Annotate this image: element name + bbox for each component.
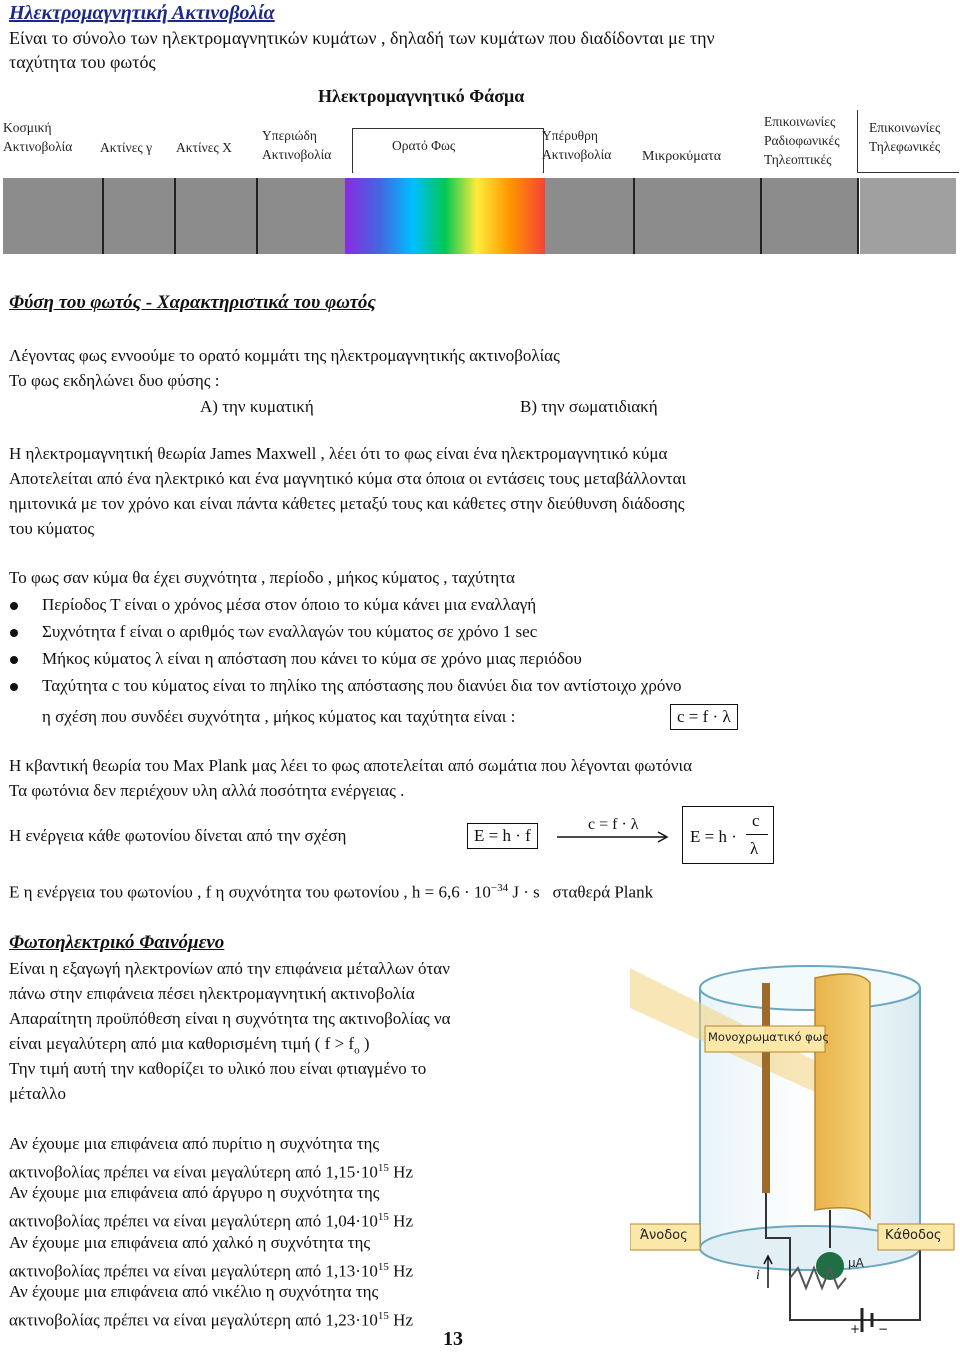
metal-copper-line-1: Αν έχουμε μια επιφάνεια από χαλκό η συχνότητα της <box>9 1233 371 1252</box>
spectrum-title: Ηλεκτρομαγνητικό Φάσμα <box>318 86 525 106</box>
metal-silver-line-1: Αν έχουμε μια επιφάνεια από άργυρο η συχνότητα της <box>9 1183 380 1202</box>
maxwell-line-2: Αποτελείται από ένα ηλεκτρικό και ένα μαγνητικό κύμα στα όποια οι εντάσεις τους μεταβάλλονται <box>9 469 687 488</box>
spectrum-bar-telephone <box>860 178 956 254</box>
intro-line-2: ταχύτητα του φωτός <box>9 52 156 72</box>
spectrum-separator <box>857 178 859 254</box>
bullet-wavelength: Μήκος κύματος λ είναι η απόσταση που κάνει το κύμα σε χρόνο μιας περιόδου <box>42 649 582 668</box>
planck-definition: Ε η ενέργεια του φωτονίου , f η συχνότητα του φωτονίου , $h = 6,6 \cdot 10^{-34}$ J · s σταθερά Plank <box>9 882 654 902</box>
figure-label-meter: μΑ <box>848 1256 864 1270</box>
visible-spectrum <box>345 178 545 254</box>
page-number: 13 <box>443 1328 463 1350</box>
quantum-line-1: Η κβαντική θεωρία του Max Plank μας λέει το φως αποτελείται από σωμάτια που λέγονται φωτόνια <box>9 756 692 775</box>
figure-label-minus: − <box>878 1322 889 1336</box>
nature-line-2: Το φως εκδηλώνει δυο φύσης : <box>9 371 220 390</box>
option-particle: Β) την σωματιδιακή <box>520 397 658 416</box>
figure-label-plus: + <box>850 1322 861 1336</box>
metal-nickel-line-2: ακτινοβολίας πρέπει να είναι μεγαλύτερη από $1,23\cdot 10^{15}$ Hz <box>9 1310 413 1330</box>
bullet-icon <box>10 683 18 691</box>
intro-line-1: Είναι το σύνολο των ηλεκτρομαγνητικών κυμάτων , δηλαδή των κυμάτων που διαδίδονται με την <box>9 28 715 48</box>
label-visible: Ορατό Φως <box>392 138 456 153</box>
intro-title: Ηλεκτρομαγνητική Ακτινοβολία <box>9 2 275 24</box>
spectrum-separator <box>760 178 762 254</box>
metal-silver-line-2: ακτινοβολίας πρέπει να είναι μεγαλύτερη από $1,04\cdot 10^{15}$ Hz <box>9 1211 413 1231</box>
bullet-icon <box>10 656 18 664</box>
pe-line-5: Την τιμή αυτή την καθορίζει το υλικό που είναι φτιαγμένο το <box>9 1059 427 1078</box>
figure-label-anode: Άνοδος <box>640 1228 688 1243</box>
metal-nickel-line-1: Αν έχουμε μια επιφάνεια από νικέλιο η συχνότητα της <box>9 1282 379 1301</box>
metal-silicon-line-2: ακτινοβολίας πρέπει να είναι μεγαλύτερη από $1,15\cdot 10^{15}$ Hz <box>9 1162 413 1182</box>
label-cosmic: Κοσμική Ακτινοβολία <box>3 120 73 154</box>
spectrum-separator <box>174 178 176 254</box>
figure-label-light: Μονοχρωματικό φως <box>708 1030 830 1044</box>
pe-line-4: είναι μεγαλύτερη από μια καθορισμένη τιμή ( $f > f_o$ ) <box>9 1034 370 1057</box>
spectrum-separator <box>633 178 635 254</box>
bullet-speed: Ταχύτητα c του κύματος είναι το πηλίκο της απόστασης που διανύει δια τον αντίστοιχο χρόνο <box>42 676 682 695</box>
spectrum-separator <box>102 178 104 254</box>
pe-line-6: μέταλλο <box>9 1084 66 1103</box>
energy-formula-2-den: λ <box>750 839 759 858</box>
maxwell-line-1: Η ηλεκτρομαγνητική θεωρία James Maxwell , λέει ότι το φως είναι ένα ηλεκτρομαγνητικό κύμα <box>9 444 668 463</box>
label-microwave: Μικροκύματα <box>642 149 722 164</box>
photocell-figure <box>630 948 958 1344</box>
maxwell-line-3: ημιτονικά με τον χρόνο και είναι πάντα κάθετες μεταξύ τους και κάθετες στην διεύθυνση διάδοσης <box>9 494 685 513</box>
metal-copper-line-2: ακτινοβολίας πρέπει να είναι μεγαλύτερη από $1,13\cdot 10^{15}$ Hz <box>9 1261 413 1281</box>
energy-formula-1: E = h · f <box>467 823 538 849</box>
nature-title: Φύση του φωτός - Χαρακτηριστικά του φωτός <box>9 292 376 313</box>
pe-line-2: πάνω στην επιφάνεια πέσει ηλεκτρομαγνητική ακτινοβολία <box>9 984 415 1003</box>
bullet-frequency: Συχνότητα f είναι ο αριθμός των εναλλαγών του κύματος σε χρόνο 1 sec <box>42 622 538 641</box>
label-ir: Υπέρυθρη Ακτινοβολία <box>542 128 612 162</box>
label-xray: Ακτίνες Χ <box>176 140 232 155</box>
pe-line-1: Είναι η εξαγωγή ηλεκτρονίων από την επιφάνεια μέταλλων όταν <box>9 959 450 978</box>
wave-intro: Το φως σαν κύμα θα έχει συχνότητα , περίοδο , μήκος κύματος , ταχύτητα <box>9 568 515 587</box>
label-gamma: Ακτίνες γ <box>100 140 153 155</box>
label-uv: Υπεριώδη Ακτινοβολία <box>262 128 332 162</box>
maxwell-line-4: του κύματος <box>9 519 95 538</box>
pe-line-3: Απαραίτητη προϋπόθεση είναι η συχνότητα της ακτινοβολίας να <box>9 1009 451 1028</box>
fraction-bar <box>746 834 768 835</box>
spectrum-separator <box>256 178 258 254</box>
relation-text: η σχέση που συνδέει συχνότητα , μήκος κύματος και ταχύτητα είναι : <box>42 707 516 726</box>
label-telephone: Επικοινωνίες Τηλεφωνικές <box>869 120 941 154</box>
photoelectric-title: Φωτοηλεκτρικό Φαινόμενο <box>9 932 225 953</box>
spectrum-bar-long <box>545 178 858 254</box>
arrow-label: c = f · λ <box>588 816 639 833</box>
energy-text: Η ενέργεια κάθε φωτονίου δίνεται από την σχέση <box>9 826 347 845</box>
bullet-period: Περίοδος Τ είναι ο χρόνος μέσα στον όποιο το κύμα κάνει μια εναλλαγή <box>42 595 537 614</box>
nature-line-1: Λέγοντας φως εννοούμε το ορατό κομμάτι της ηλεκτρομαγνητικής ακτινοβολίας <box>9 346 560 365</box>
figure-label-cathode: Κάθοδος <box>885 1228 942 1243</box>
metal-silicon-line-1: Αν έχουμε μια επιφάνεια από πυρίτιο η συχνότητα της <box>9 1134 380 1153</box>
bullet-icon <box>10 629 18 637</box>
label-radio: Επικοινωνίες Ραδιοφωνικές Τηλεοπτικές <box>764 114 840 167</box>
arrow-icon <box>555 830 675 844</box>
energy-formula-2-num: c <box>752 811 760 830</box>
energy-formula-2-left: E = h · <box>690 827 737 846</box>
option-wave: Α) την κυματική <box>200 397 314 416</box>
figure-label-current: i <box>756 1268 760 1283</box>
quantum-line-2: Τα φωτόνια δεν περιέχουν υλη αλλά ποσότητα ενέργειας . <box>9 781 405 800</box>
relation-formula: c = f · λ <box>670 704 738 730</box>
bullet-icon <box>10 602 18 610</box>
